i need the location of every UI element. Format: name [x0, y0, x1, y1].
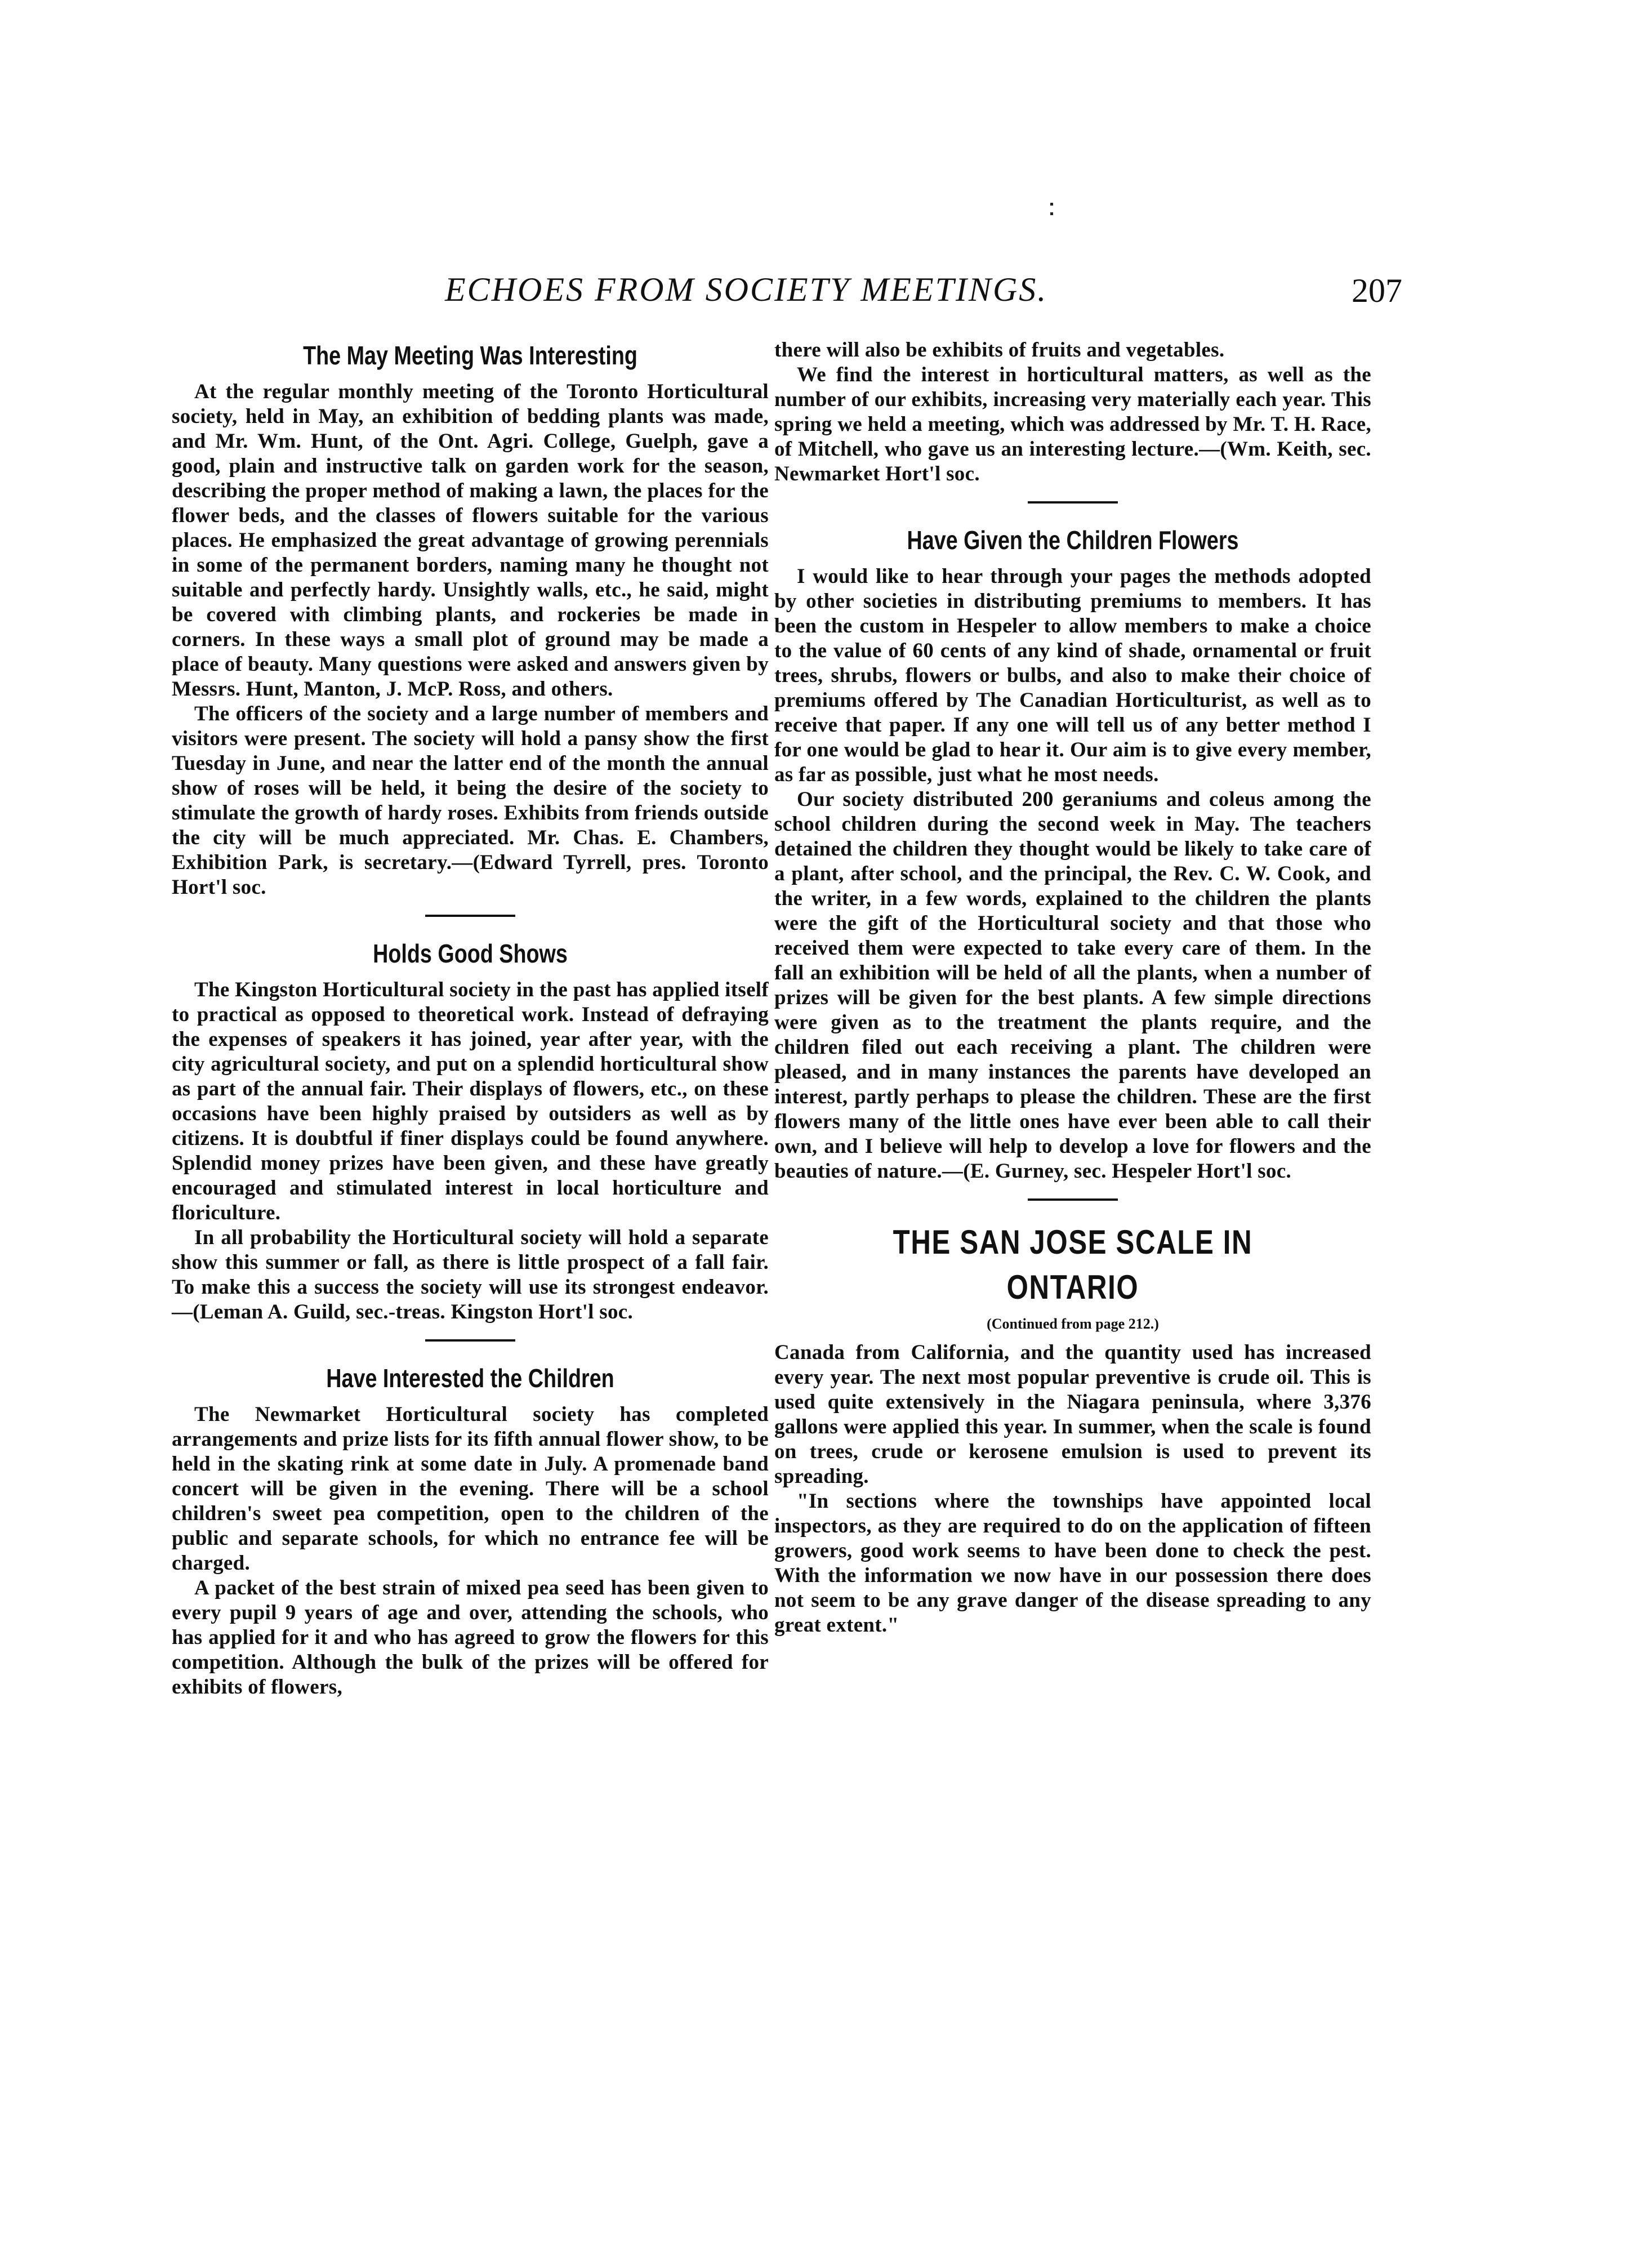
continuation-note: (Continued from page 212.): [987, 1316, 1159, 1332]
article-heading-interested-children: Have Interested the Children: [326, 1364, 614, 1393]
article-heading-given-flowers: Have Given the Children Flowers: [907, 525, 1239, 555]
article-heading-san-jose-scale: THE SAN JOSE SCALE IN ONTARIO: [893, 1223, 1253, 1306]
left-column: [172, 338, 769, 1700]
article-paragraph: A packet of the best strain of mixed pea seed has been given to every pupil 9 years of age and over, attending the schools, who has applied for it and who has agreed to grow the flowers for this competition. Although the bulk of the prizes will be offered for exhibits of flowers,: [172, 1576, 769, 1699]
printing-speck: [1050, 203, 1054, 223]
section-divider: [1028, 501, 1118, 503]
article-paragraph: The officers of the society and a large number of members and visitors were present. The society will hold a pansy show the first Tuesday in June, and near the latter end of the month the annual show of roses will be held, it being the desire of the society to stimulate the growth of hardy roses. Exhibits from friends outside the city will be much appreciated. Mr. Chas. E. Chambers, Exhibition Park, is secretary.—(Edward Tyrrell, pres. Toronto Hort'l soc.: [172, 702, 769, 899]
running-head-title: ECHOES FROM SOCIETY MEETINGS.: [445, 271, 1048, 308]
section-divider: [1028, 1198, 1118, 1201]
section-divider: [425, 915, 515, 917]
article-paragraph: Canada from California, and the quantity used has increased every year. The next most popular preventive is crude oil. This is used quite extensively in the Niagara peninsula, where 3,376 gallons were applied this year. In summer, when the scale is found on trees, crude or kerosene emulsion is used to prevent its spreading.: [774, 1341, 1371, 1488]
article-paragraph: Our society distributed 200 geraniums and coleus among the school children during the second week in May. The teachers detained the children they thought would be likely to take care of a plant, after school, and the principal, the Rev. C. W. Cook, and the writer, in a few words, explained to the children the plants were the gift of the Horticultural society and that those who received them were expected to take every care of them. In the fall an exhibition will be held of all the plants, when a number of prizes will be given for the best plants. A few simple directions were given as to the treatment the plants require, and the children filed out each receiving a plant. The children were pleased, and in many instances the parents have developed an interest, partly perhaps to please the children. These are the first flowers many of the little ones have ever been able to call their own, and I believe will help to develop a love for flowers and the beauties of nature.—(E. Gurney, sec. Hespeler Hort'l soc.: [774, 788, 1371, 1183]
article-heading-good-shows: Holds Good Shows: [373, 939, 568, 968]
article-paragraph: We find the interest in horticultural matters, as well as the number of our exhibits, increasing very materially each year. This spring we held a meeting, which was addressed by Mr. T. H. Race, of Mitchell, who gave us an interesting lecture.—(Wm. Keith, sec. Newmarket Hort'l soc.: [774, 363, 1371, 485]
right-column: [774, 338, 1371, 1638]
page-number: 207: [1352, 272, 1402, 309]
running-head: [0, 270, 1632, 310]
article-paragraph: The Kingston Horticultural society in the past has applied itself to practical as opposed to theoretical work. Instead of defraying the expenses of speakers it has joined, year after year, with the city agricultural society, and put on a splendid horticultural show as part of the annual fair. Their displays of flowers, etc., on these occasions have been highly praised by outsiders as well as by citizens. It is doubtful if finer displays could be found anywhere. Splendid money prizes have been given, and these have greatly encouraged and stimulated interest in local horticulture and floriculture.: [172, 978, 769, 1224]
article-heading-may-meeting: The May Meeting Was Interesting: [303, 341, 637, 370]
article-paragraph: "In sections where the townships have appointed local inspectors, as they are required to do on the application of fifteen growers, good work seems to have been done to check the pest. With the information we now have in our possession there does not seem to be any grave danger of the disease spreading to any great extent.": [774, 1490, 1371, 1637]
article-paragraph: I would like to hear through your pages the methods adopted by other societies in distributing premiums to members. It has been the custom in Hespeler to allow members to make a choice to the value of 60 cents of any kind of shade, ornamental or fruit trees, shrubs, flowers or bulbs, and also to make their choice of premiums offered by The Canadian Horticulturist, as well as to receive that paper. If any one will tell us of any better method I for one would be glad to hear it. Our aim is to give every member, as far as possible, just what he most needs.: [774, 565, 1371, 786]
section-divider: [425, 1339, 515, 1342]
article-paragraph-continued: there will also be exhibits of fruits and vegetables.: [774, 338, 1225, 362]
article-paragraph: In all probability the Horticultural society will hold a separate show this summer or fall, as there is little prospect of a fall fair. To make this a success the society will use its strongest endeavor.—(Leman A. Guild, sec.-treas. Kingston Hort'l soc.: [172, 1226, 769, 1324]
article-paragraph: The Newmarket Horticultural society has completed arrangements and prize lists for its fifth annual flower show, to be held in the skating rink at some date in July. A promenade band concert will be given in the evening. There will be a school children's sweet pea competition, open to the children of the public and separate schools, for which no entrance fee will be charged.: [172, 1403, 769, 1575]
article-paragraph: At the regular monthly meeting of the Toronto Horticultural society, held in May, an exhibition of bedding plants was made, and Mr. Wm. Hunt, of the Ont. Agri. College, Guelph, gave a good, plain and instructive talk on garden work for the season, describing the proper method of making a lawn, the places for the flower beds, and the classes of flowers suitable for the various places. He emphasized the great advantage of growing perennials in some of the permanent borders, naming many he thought not suitable and perfectly hardy. Unsightly walls, etc., he said, might be covered with climbing plants, and rockeries be made in corners. In these ways a small plot of ground may be made a place of beauty. Many questions were asked and answers given by Messrs. Hunt, Manton, J. McP. Ross, and others.: [172, 380, 769, 701]
